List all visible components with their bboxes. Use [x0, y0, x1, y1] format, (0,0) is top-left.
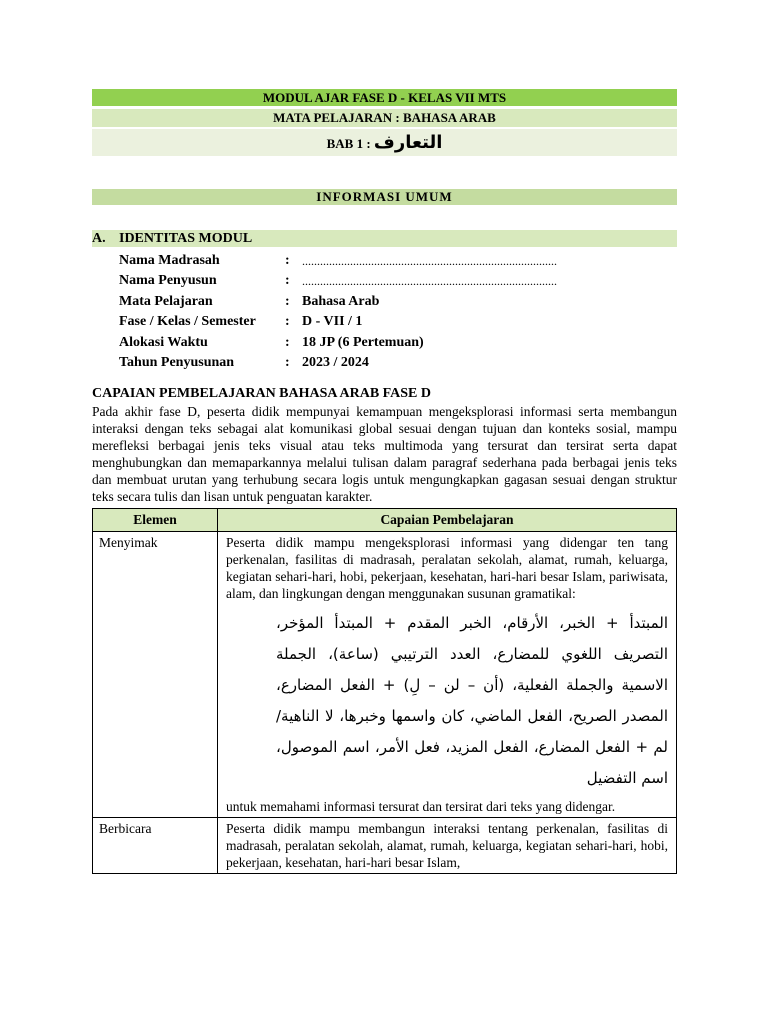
identitas-label: Nama Penyusun	[119, 273, 217, 289]
chapter-arabic-title: التعارف	[373, 132, 443, 153]
identitas-label: Tahun Penyusunan	[119, 354, 235, 370]
identitas-value: Bahasa Arab	[302, 293, 380, 309]
identitas-row	[119, 353, 677, 373]
identitas-colon: :	[285, 314, 290, 330]
table-row	[93, 532, 677, 818]
module-title: MODUL AJAR FASE D - KELAS VII MTS	[92, 89, 677, 106]
identitas-value: D - VII / 1	[302, 314, 363, 330]
identitas-row	[119, 251, 677, 271]
table-header-row	[93, 509, 677, 532]
identitas-colon: :	[285, 273, 290, 289]
capaian-cell	[218, 532, 677, 818]
identitas-value: .....................................................................................	[302, 254, 557, 268]
identitas-label: Fase / Kelas / Semester	[119, 314, 256, 330]
identitas-colon: :	[285, 354, 290, 370]
identitas-row	[119, 333, 677, 353]
identitas-row	[119, 292, 677, 312]
identitas-row	[119, 312, 677, 332]
element-cell: Berbicara	[93, 818, 218, 874]
subject-title: MATA PELAJARAN : BAHASA ARAB	[92, 109, 677, 127]
table-row	[93, 818, 677, 874]
identitas-title: IDENTITAS MODUL	[119, 231, 253, 246]
identitas-table	[119, 251, 677, 373]
capaian-text: Peserta didik mampu membangun interaksi tentang perkenalan, fasilitas di madrasah, peralatan sekolah, alamat, rumah, keluarga, kegiatan sehari-hari, hobi, pekerjaan, kesehatan, hari-hari besar Islam,	[226, 821, 668, 871]
identitas-label: Nama Madrasah	[119, 253, 220, 268]
identitas-value: 18 JP (6 Pertemuan)	[302, 334, 424, 350]
identitas-colon: :	[285, 334, 290, 350]
identitas-number: A.	[92, 231, 106, 246]
section-title: INFORMASI UMUM	[92, 189, 677, 205]
capaian-closing: untuk memahami informasi tersurat dan tersirat dari teks yang didengar.	[226, 799, 616, 815]
identitas-label: Mata Pelajaran	[119, 293, 213, 309]
arabic-grammar-list: المبتدأ + الخبر، الأرقام، الخبر المقدم + المبتدأ المؤخر، التصريف اللغوي للمضارع، العدد الترتيبي (ساعة)، الجملة الاسمية والجملة الفعلية، (أن – لن – لِ) + الفعل المضارع، المصدر الصريح، الفعل الماضي، كان واسمها وخبرها، لا الناهية/لم + الفعل المضارع، الفعل المزيد، فعل الأمر، اسم الموصول، اسم التفضيل	[276, 614, 668, 788]
header-capaian: Capaian Pembelajaran	[218, 509, 677, 532]
identitas-heading	[92, 230, 677, 247]
capaian-table	[92, 508, 677, 874]
identitas-colon: :	[285, 293, 290, 309]
capaian-text: Peserta didik mampu mengeksplorasi informasi yang didengar ten tang perkenalan, fasilitas di madrasah, peralatan sekolah, alamat, rumah, keluarga, kegiatan sehari-hari, hobi, pekerjaan, kesehatan, hari-hari besar Islam, pariwisata, alam, dan lingkungan dengan menggunakan susunan gramatikal:	[226, 535, 668, 602]
capaian-paragraph: Pada akhir fase D, peserta didik mempunyai kemampuan mengeksplorasi informasi serta membangun interaksi dengan teks sebagai alat komunikasi global sesuai dengan tujuan dan konteks sosial, mampu merefleksi berbagai jenis teks visual atau teks multimoda yang tersurat dan tersirat serta dapat menghubungkan dan memaparkannya melalui tulisan dalam paragraf sederhana pada berbagai jenis teks dan membuat urutan yang terhubung secara logis untuk mengungkapkan gagasan sesuai dengan struktur teks secara tulis dan lisan untuk penguatan karakter.	[92, 404, 677, 505]
header-elemen: Elemen	[93, 509, 218, 532]
identitas-value: .....................................................................................	[302, 274, 557, 289]
document-page	[92, 89, 677, 874]
identitas-value: 2023 / 2024	[302, 354, 369, 370]
identitas-label: Alokasi Waktu	[119, 334, 208, 350]
chapter-prefix: BAB 1 :	[326, 136, 371, 151]
capaian-cell	[218, 818, 677, 874]
identitas-colon: :	[285, 253, 290, 268]
chapter-title	[92, 129, 677, 156]
identitas-row	[119, 271, 677, 291]
element-cell: Menyimak	[93, 532, 218, 818]
capaian-title: CAPAIAN PEMBELAJARAN BAHASA ARAB FASE D	[92, 386, 432, 402]
